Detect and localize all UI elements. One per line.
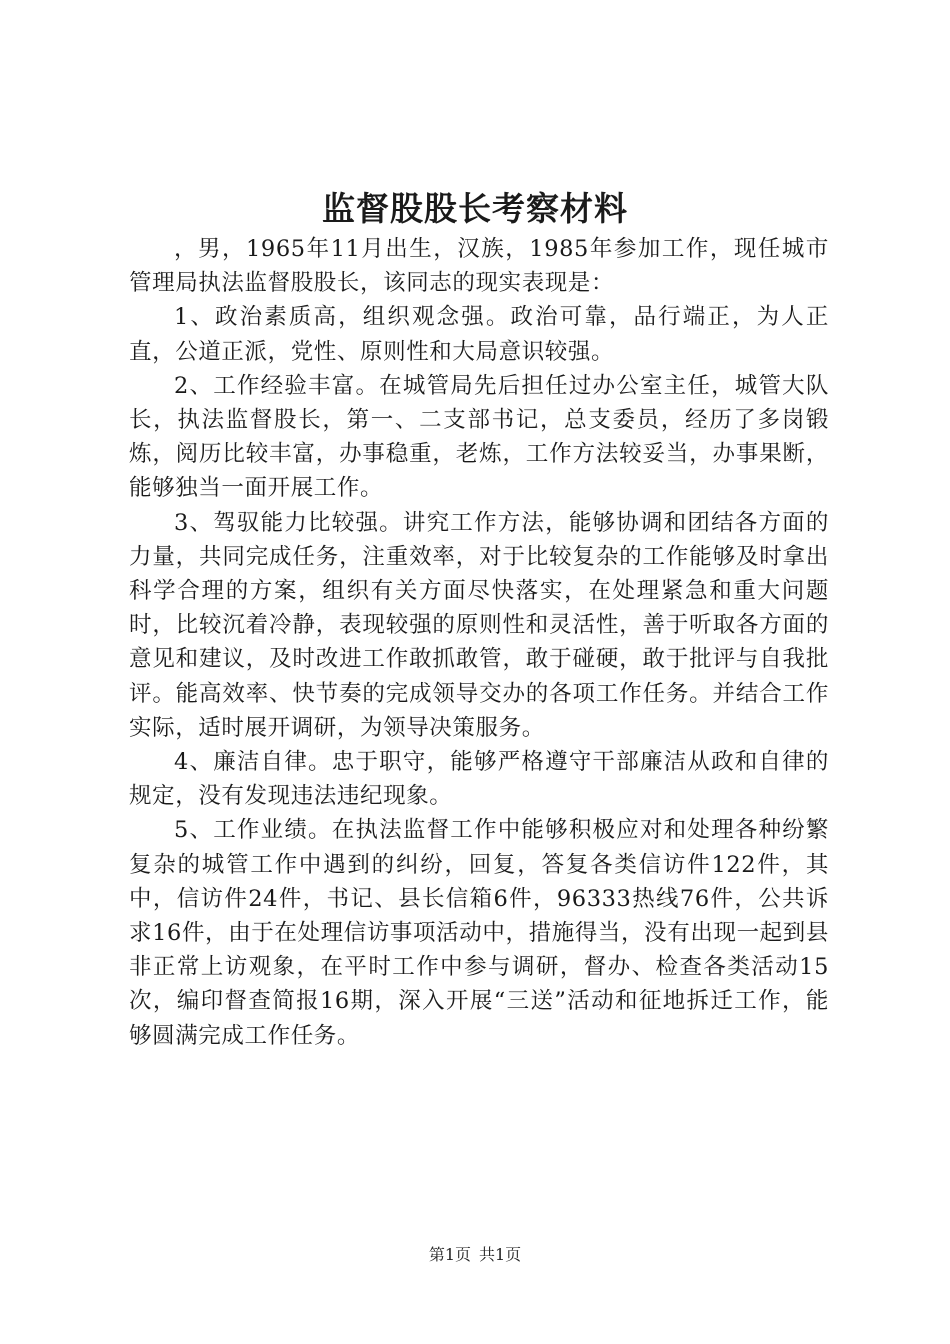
paragraph-political-quality: 1、政治素质高，组织观念强。政治可靠，品行端正，为人正直，公道正派，党性、原则性和大局意识较强。: [129, 304, 829, 365]
paragraph-leadership-ability: 3、驾驭能力比较强。讲究工作方法，能够协调和团结各方面的力量，共同完成任务，注重效率，对于比较复杂的工作能够及时拿出科学合理的方案，组织有关方面尽快落实，在处理紧急和重大问题时，比较沉着冷静，表现较强的原则性和灵活性，善于听取各方面的意见和建议，及时改进工作敢抓敢管，敢于碰硬，敢于批评与自我批评。能高效率、快节奏的完成领导交办的各项工作任务。并结合工作实际，适时展开调研，为领导决策服务。: [129, 509, 829, 741]
paragraph-integrity: 4、廉洁自律。忠于职守，能够严格遵守干部廉洁从政和自律的规定，没有发现违法违纪现象。: [129, 749, 829, 810]
page-total: 共1页: [479, 1245, 522, 1264]
page-footer: [0, 1243, 950, 1267]
intro-paragraph: ，男，1965年11月出生，汉族，1985年参加工作，现任城市管理局执法监督股股长，该同志的现实表现是：: [129, 236, 829, 297]
document-body: [129, 232, 829, 1053]
document-title: 监督股股长考察材料: [322, 189, 628, 228]
page-number: 第1页: [428, 1245, 471, 1264]
paragraph-work-experience: 2、工作经验丰富。在城管局先后担任过办公室主任，城管大队长，执法监督股长，第一、二支部书记，总支委员，经历了多岗锻炼，阅历比较丰富，办事稳重，老炼，工作方法较妥当，办事果断，能够独当一面开展工作。: [129, 372, 829, 502]
paragraph-work-achievements: 5、工作业绩。在执法监督工作中能够积极应对和处理各种纷繁复杂的城管工作中遇到的纠纷，回复，答复各类信访件122件，其中，信访件24件，书记、县长信箱6件，96333热线76件，公共诉求16件，由于在处理信访事项活动中，措施得当，没有出现一起到县非正常上访观象，在平时工作中参与调研，督办、检查各类活动15次，编印督查简报16期，深入开展“三送”活动和征地拆迁工作，能够圆满完成工作任务。: [129, 817, 829, 1049]
